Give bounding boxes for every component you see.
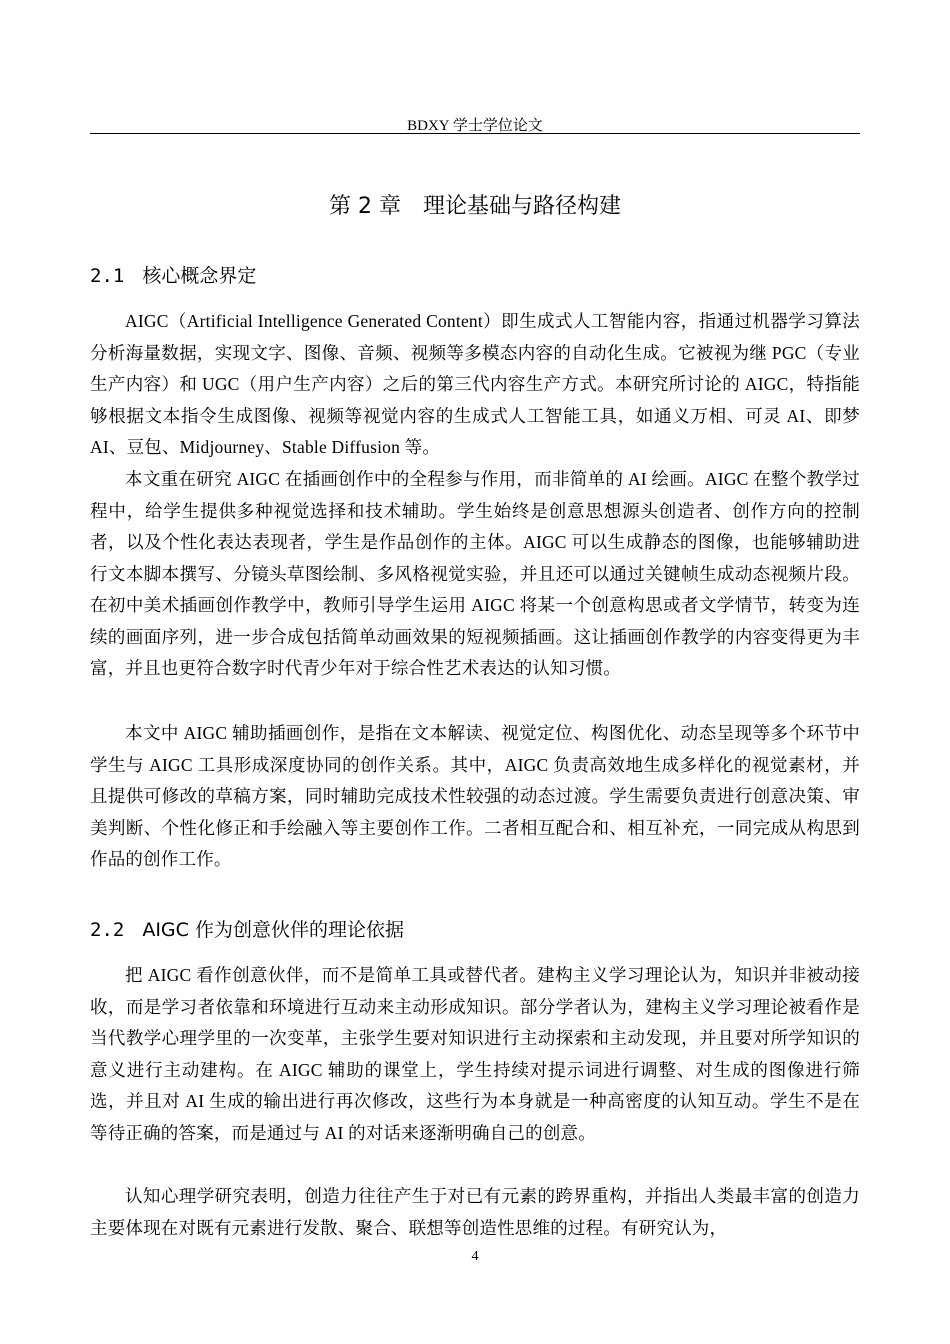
page-number: 4 xyxy=(471,1249,479,1264)
body-paragraph: 本文重在研究 AIGC 在插画创作中的全程参与作用，而非简单的 AI 绘画。AIGC 在整个教学过程中，给学生提供多种视觉选择和技术辅助。学生始终是创意思想源头创造者、创作方向的控制者，以及个性化表达表现者，学生是作品创作的主体。AIGC 可以生成静态的图像，也能够辅助进行文本脚本撰写、分镜头草图绘制、多风格视觉实验，并且还可以通过关键帧生成动态视频片段。在初中美术插画创作教学中，教师引导学生运用 AIGC 将某一个创意构思或者文学情节，转变为连续的画面序列，进一步合成包括简单动画效果的短视频插画。这让插画创作教学的内容变得更为丰富，并且也更符合数字时代青少年对于综合性艺术表达的认知习惯。 xyxy=(90,469,860,678)
section-number: 2.1 xyxy=(90,265,125,287)
body-paragraph: 本文中 AIGC 辅助插画创作，是指在文本解读、视觉定位、构图优化、动态呈现等多个环节中学生与 AIGC 工具形成深度协同的创作关系。其中，AIGC 负责高效地生成多样化的视觉素材，并且提供可修改的草稿方案，同时辅助完成技术性较强的动态过渡。学生需要负责进行创意决策、审美判断、个性化修正和手绘融入等主要创作工作。二者相互配合和、相互补充，一同完成从构思到作品的创作工作。 xyxy=(90,723,860,869)
chapter-title-text: 理论基础与路径构建 xyxy=(422,194,621,219)
body-paragraph: 认知心理学研究表明，创造力往往产生于对已有元素的跨界重构，并指出人类最丰富的创造力主要体现在对既有元素进行发散、聚合、联想等创造性思维的过程。有研究认为， xyxy=(90,1186,860,1238)
section-number: 2.2 xyxy=(90,919,125,941)
body-paragraph: AIGC（Artificial Intelligence Generated Content）即生成式人工智能内容，指通过机器学习算法分析海量数据，实现文字、图像、音频、视频等多模态内容的自动化生成。它被视为继 PGC（专业生产内容）和 UGC（用户生产内容）之后的第三代内容生产方式。本研究所讨论的 AIGC，特指能够根据文本指令生成图像、视频等视觉内容的生成式人工智能工具，如通义万相、可灵 AI、即梦 AI、豆包、Midjourney、Stable Diffusion 等。 xyxy=(90,311,860,457)
section-title: 核心概念界定 xyxy=(142,265,257,287)
chapter-title xyxy=(0,192,950,222)
running-header: BDXY 学士学位论文 xyxy=(407,118,543,134)
section-heading-2-1 xyxy=(90,263,256,289)
section-heading-2-2 xyxy=(90,917,404,943)
body-paragraph: 把 AIGC 看作创意伙伴，而不是简单工具或替代者。建构主义学习理论认为，知识并非被动接收，而是学习者依靠和环境进行互动来主动形成知识。部分学者认为，建构主义学习理论被看作是当代教学心理学里的一次变革，主张学生要对知识进行主动探索和主动发现，并且要对所学知识的意义进行主动建构。在 AIGC 辅助的课堂上，学生持续对提示词进行调整、对生成的图像进行筛选，并且对 AI 生成的输出进行再次修改，这些行为本身就是一种高密度的认知互动。学生不是在等待正确的答案，而是通过与 AI 的对话来逐渐明确自己的创意。 xyxy=(90,965,860,1143)
header-rule xyxy=(90,133,860,134)
section-title: AIGC 作为创意伙伴的理论依据 xyxy=(142,919,404,941)
chapter-number: 第 2 章 xyxy=(329,194,401,219)
